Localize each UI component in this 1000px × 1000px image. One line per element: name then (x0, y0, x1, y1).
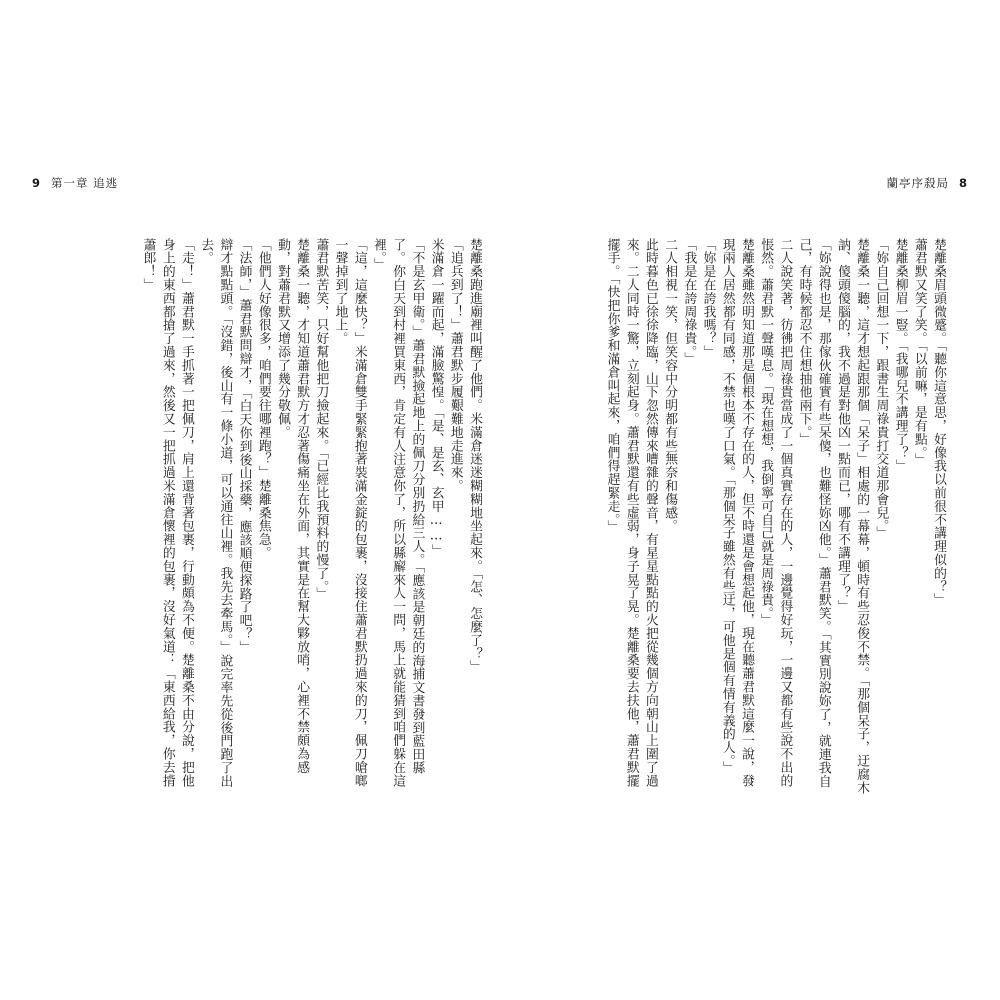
paragraph: 「他們人好像很多，咱們要往哪裡跑？」楚離桑焦急。 (255, 238, 271, 560)
left-page-number: 9 (32, 176, 42, 190)
paragraph: 米滿倉一躍而起，滿臉驚惶。「是、是玄、玄甲……」 (428, 238, 444, 558)
paragraph: 「不是玄甲衛。」蕭君默撿起地上的佩刀分別扔給三人。「應該是朝廷的海捕文書發到藍田縣了。你白天到村裡買東西，肯定有人注意你了，所以縣廨來人一問，馬上就能猜到咱們躲在這裡。」 (370, 238, 425, 788)
paragraph: 辯才點點頭。「沒錯，後山有一條小道，可以通往山裡。我先去牽馬。」說完率先從後門跑了出去。 (198, 238, 233, 788)
paragraph: 蕭君默苦笑，只好幫他把刀撿起來。「已經比我預料的慢了。」 (313, 238, 329, 601)
paragraph: 楚離桑一聽，這才想起跟那個「呆子」相處的一幕幕，頓時有些忍俊不禁。「那個呆子，迂腐木訥、傻頭傻腦的，我不過是對他凶一點而已，哪有不講理了？」 (834, 238, 870, 795)
paragraph: 楚離桑眉頭微蹙。「聽你這意思，好像我以前很不講理似的？」 (931, 238, 946, 607)
left-running-title: 第一章 追逃 (51, 176, 119, 190)
right-running-title: 蘭亭序殺局 (886, 176, 949, 190)
paragraph: 「走！」蕭君默一手抓著一把佩刀，肩上還背著包裹，行動頗為不便。楚離桑不由分說，把他身上的東西都搶了過來，然後又一把抓過米滿倉懷裡的包裹，沒好氣道：「東西給我，你去揹蕭郎！」 (140, 238, 194, 788)
paragraph: 楚離桑跑進廟裡叫醒了他們。米滿倉迷迷糊糊地坐起來。「怎、怎麼了？」 (467, 238, 482, 674)
paragraph: 「妳是在誇我嗎？」 (700, 238, 716, 359)
paragraph: 蕭君默又笑了笑。「以前嘛，是有點。」 (911, 238, 927, 467)
paragraph: 楚離桑柳眉一豎。「我哪兒不講理了？」 (892, 238, 908, 473)
paragraph: 「這，這麼快？」米滿倉雙手緊緊抱著裝滿金錠的包裹，沒接住蕭君默扔過來的刀，佩刀嗆啷一聲掉到了地上。 (332, 238, 367, 788)
right-page-number: 8 (958, 176, 968, 190)
right-page-body (500, 238, 948, 798)
left-page-body (36, 238, 484, 798)
paragraph: 「妳自己回想一下，跟書生周祿貴打交道那會兒。」 (873, 238, 889, 540)
paragraph: 楚離桑一聽，才知道蕭君默方才忍著傷痛坐在外面，其實是在幫大夥放哨，心裡不禁頗為感動，對蕭君默又增添了幾分敬佩。 (274, 238, 310, 774)
paragraph: 二人相視一笑，但笑容中分明都有些無奈和傷感。 (662, 238, 678, 533)
paragraph: 「我是在誇周祿貴。」 (681, 238, 697, 366)
paragraph: 「追兵到了！」蕭君默步履艱難地走進來。 (447, 238, 463, 493)
paragraph: 「妳說得也是，那傢伙確實有些呆傻，也難怪妳凶他。」蕭君默笑。「其實別說妳了，就連我自己，有時候都忍不住想抽他兩下。」 (796, 238, 831, 788)
left-page-header (32, 175, 118, 191)
paragraph: 此時暮色已徐徐降臨，山下忽然傳來嘈雜的聲音，有星星點點的火把從幾個方向朝山上圍了過來。二人同時一驚，立刻起身。蕭君默還有些虛弱，身子晃了晃。楚離桑要去扶他，蕭君默擺擺手。「快把你爹和滿倉叫起來，咱們得趕緊走。」 (604, 238, 658, 788)
right-page-header (886, 175, 968, 191)
paragraph: 二人說笑著，彷彿把周祿貴當成了一個真實存在的人，一邊覺得好玩，一邊又都有些說不出的悵然。蕭君默一聲嘆息。「現在想想，我倒寧可自己就是周祿貴。」 (758, 238, 793, 788)
paragraph: 楚離桑雖然明知道那是個根本不存在的人，但不時還是會想起他，現在聽蕭君默這麼一說，發現兩人居然都有同感，不禁也嘆了口氣。「那個呆子雖然有些迂，可他是個有情有義的人。」 (719, 238, 754, 788)
paragraph: 「法師，」蕭君默問辯才，「白天你到後山採藥，應該順便探路了吧？」 (236, 238, 252, 654)
